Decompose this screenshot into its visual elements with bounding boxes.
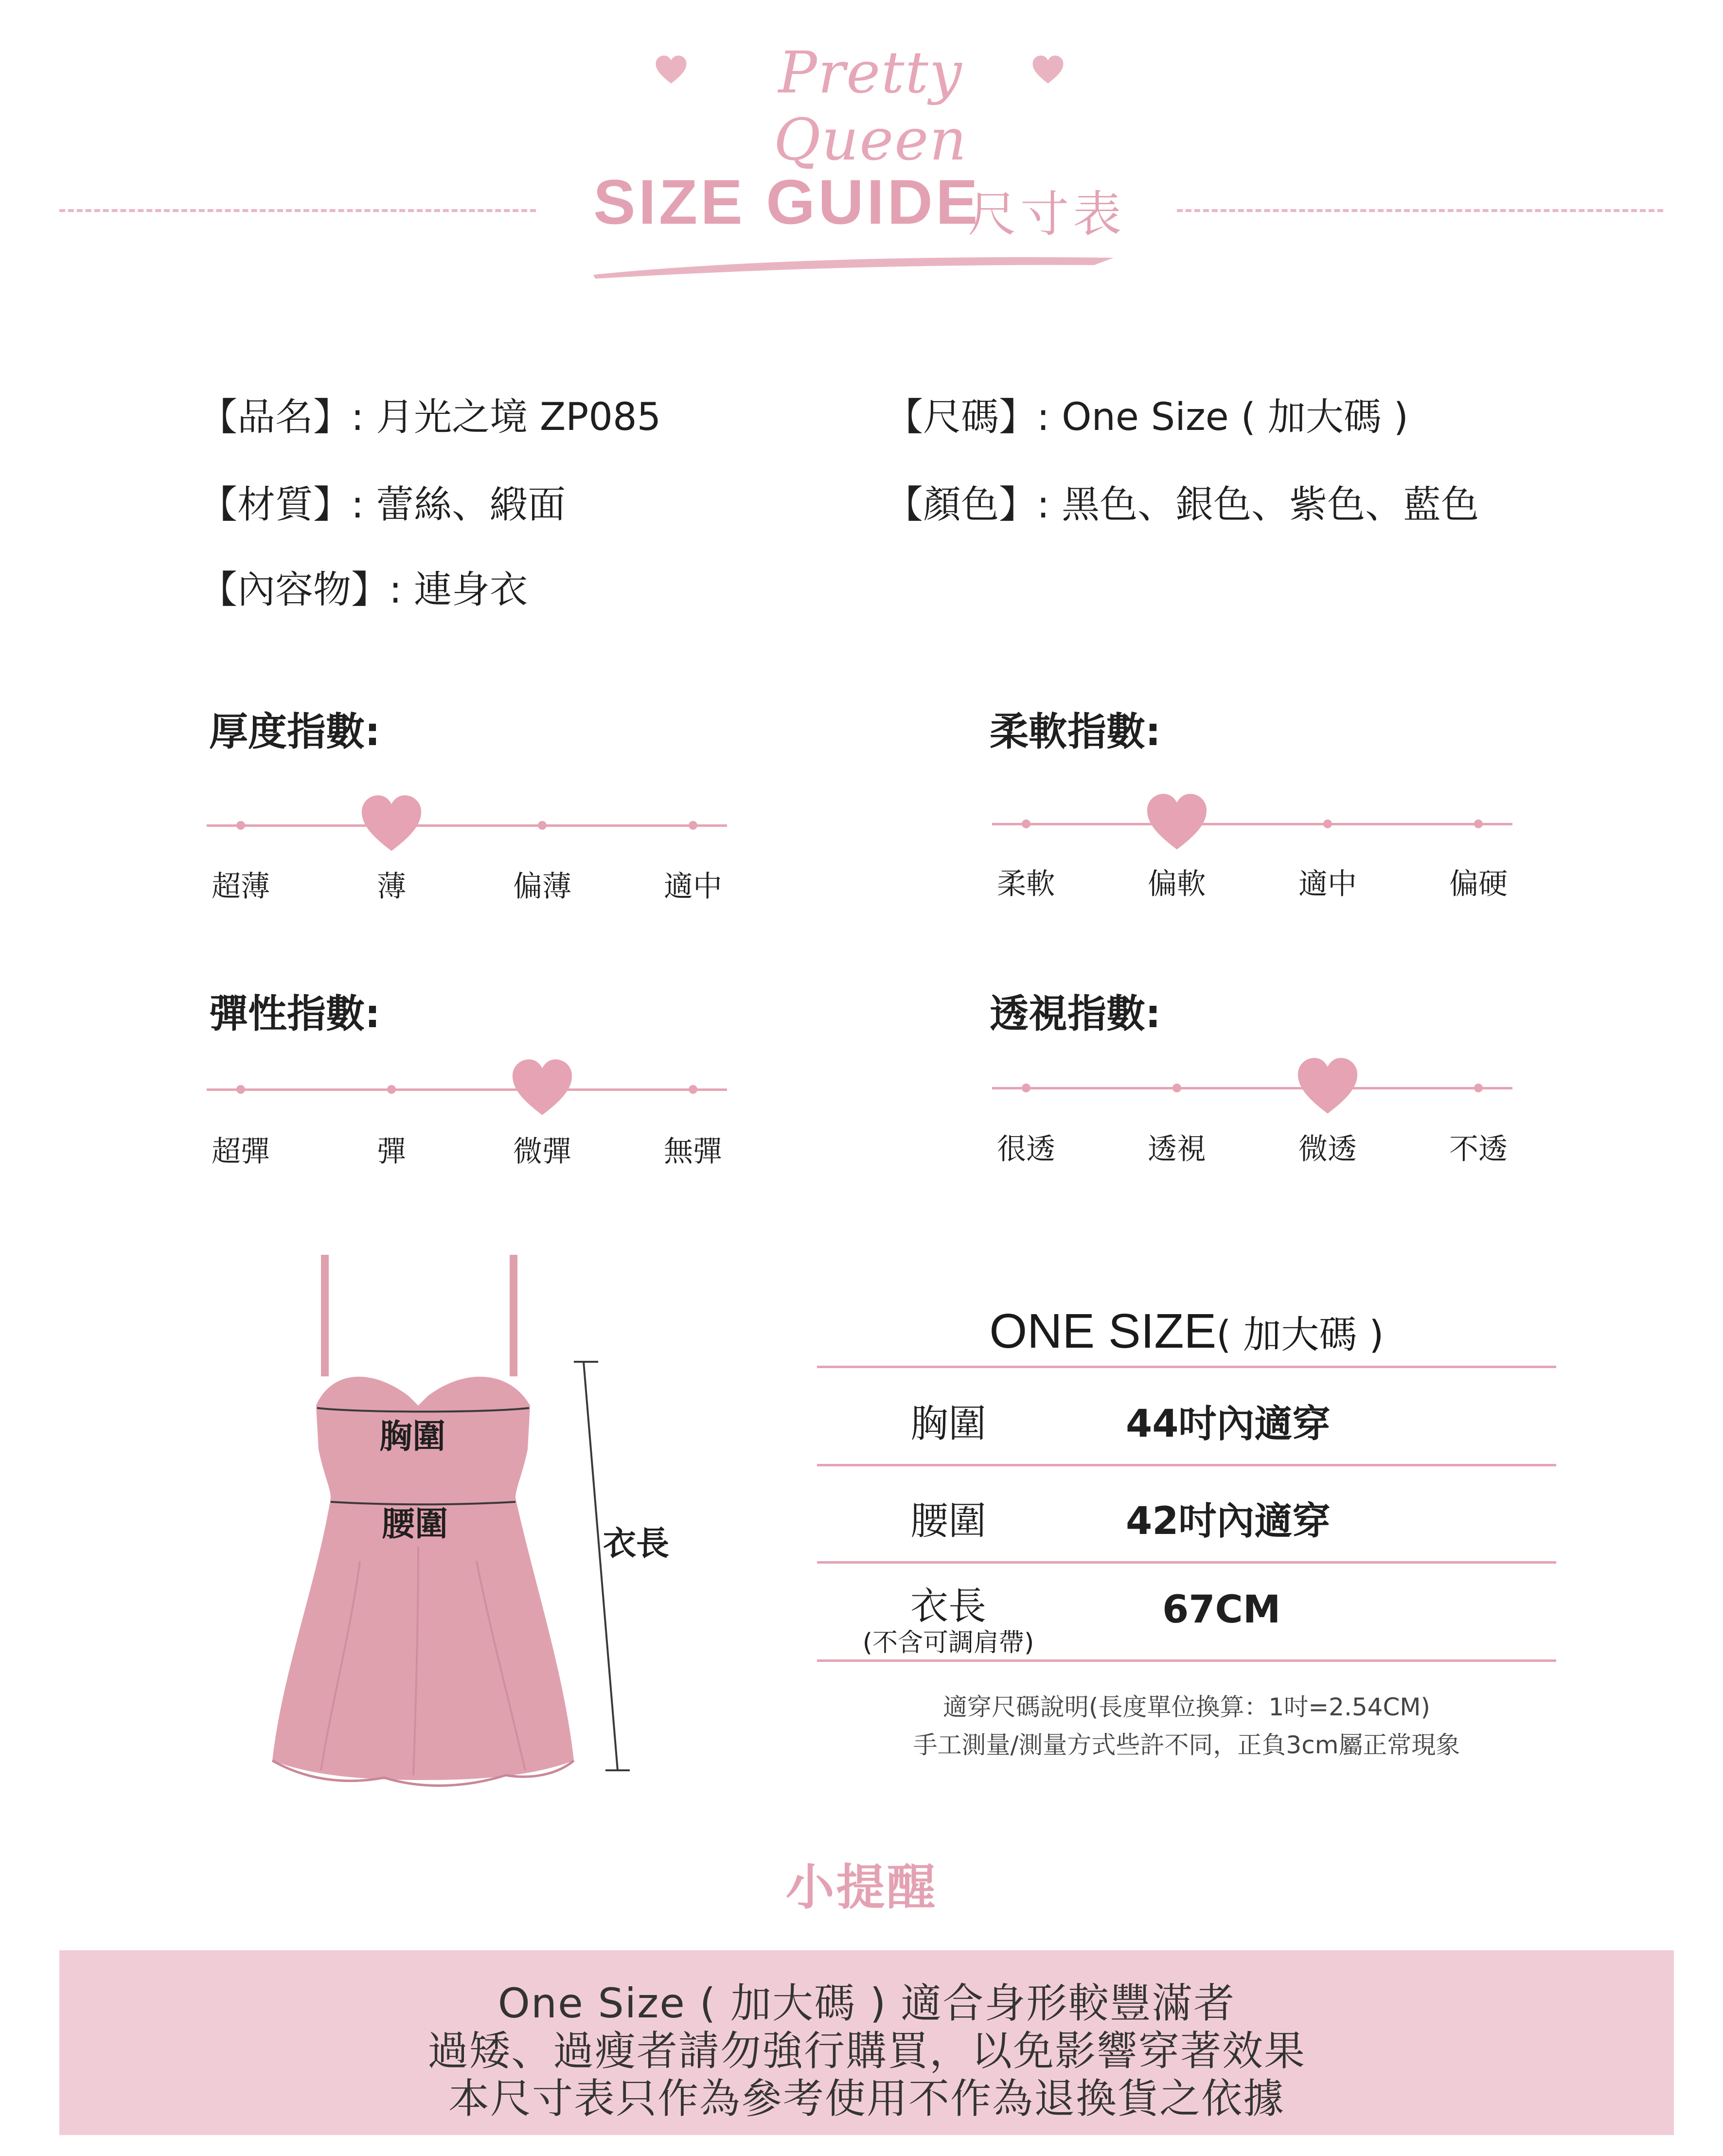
scale-line: [207, 1088, 727, 1091]
scale-label: 適中: [1298, 867, 1357, 901]
dress-label-waist: 腰圍: [382, 1505, 448, 1544]
brand-logo: Pretty Queen: [773, 39, 968, 173]
heart-icon: [1031, 53, 1065, 88]
index-title: 厚度指數:: [209, 709, 380, 754]
product-material: 【材質】: 蕾絲、緞面: [199, 483, 566, 527]
product-name: 【品名】: 月光之境 ZP085: [199, 395, 661, 439]
table-row-key: 腰圍: [910, 1499, 986, 1543]
divider: [1177, 209, 1663, 212]
scale-line: [992, 1087, 1512, 1089]
scale-dot: [689, 1085, 697, 1094]
scale-label: 透視: [1148, 1132, 1206, 1166]
scale-label: 很透: [997, 1132, 1055, 1166]
page-title: SIZE GUIDE: [593, 166, 981, 237]
table-row-value: 67CM: [1162, 1588, 1281, 1632]
heart-icon: [654, 53, 688, 88]
index-title: 柔軟指數:: [990, 709, 1161, 754]
divider: [59, 209, 536, 212]
scale-dot: [1022, 1084, 1030, 1092]
table-divider: [817, 1464, 1556, 1466]
dress-label-chest: 胸圍: [379, 1418, 446, 1456]
table-row-subnote: (不含可調肩帶): [862, 1628, 1034, 1657]
scale-label: 適中: [664, 870, 722, 904]
index-title: 透視指數:: [990, 991, 1161, 1036]
reminder-line: 本尺寸表只作為參考使用不作為退換貨之依據: [448, 2075, 1285, 2122]
scale-dot: [236, 821, 245, 830]
heart-marker-icon: [1294, 1055, 1362, 1119]
table-row-key: 衣長: [910, 1585, 986, 1628]
product-color: 【顏色】: 黑色、銀色、紫色、藍色: [885, 483, 1479, 527]
scale-label: 偏薄: [513, 870, 571, 904]
size-title-sub: ( 加大碼 ): [1216, 1313, 1384, 1357]
scale-label: 超薄: [212, 870, 270, 904]
scale-dot: [1172, 1084, 1181, 1092]
scale-line: [207, 824, 727, 827]
product-contents: 【內容物】: 連身衣: [199, 568, 528, 612]
scale-label: 微透: [1298, 1132, 1357, 1166]
reminder-line: One Size ( 加大碼 ) 適合身形較豐滿者: [497, 1979, 1236, 2027]
table-row-value: 44吋內適穿: [1126, 1402, 1331, 1446]
scale-dot: [1323, 820, 1332, 828]
scale-line: [992, 823, 1512, 825]
size-title-main: ONE SIZE: [989, 1304, 1217, 1358]
table-row-key: 胸圍: [910, 1402, 986, 1446]
scale-dot: [1474, 1084, 1483, 1092]
heart-marker-icon: [508, 1057, 576, 1120]
heart-marker-icon: [357, 793, 426, 856]
table-divider: [817, 1659, 1556, 1662]
scale-label: 微彈: [513, 1135, 571, 1169]
scale-label: 偏硬: [1449, 867, 1508, 901]
reminder-line: 過矮、過瘦者請勿強行購買，以免影響穿著效果: [427, 2027, 1306, 2075]
table-row-value: 42吋內適穿: [1126, 1499, 1331, 1543]
title-underline-stroke: [588, 246, 1123, 285]
scale-label: 偏軟: [1148, 867, 1206, 901]
scale-label: 不透: [1449, 1132, 1508, 1166]
index-title: 彈性指數:: [209, 991, 380, 1036]
table-divider: [817, 1366, 1556, 1368]
scale-dot: [689, 821, 697, 830]
scale-label: 柔軟: [997, 867, 1055, 901]
scale-dot: [538, 821, 547, 830]
scale-dot: [1474, 820, 1483, 828]
brand-header: [0, 34, 1723, 173]
scale-label: 彈: [377, 1135, 406, 1169]
scale-label: 薄: [377, 870, 406, 904]
scale-dot: [236, 1085, 245, 1094]
size-note: 手工測量/測量方式些許不同，正負3cm屬正常現象: [913, 1731, 1460, 1759]
reminder-box: [59, 1950, 1674, 2135]
heart-marker-icon: [1143, 791, 1211, 855]
size-table-title: [817, 1303, 1556, 1359]
scale-label: 無彈: [664, 1135, 722, 1169]
dress-diagram: [263, 1245, 700, 1804]
product-size: 【尺碼】: One Size ( 加大碼 ): [885, 395, 1409, 439]
page-title-zh: 尺寸表: [968, 186, 1125, 243]
reminder-title: 小提醒: [785, 1859, 938, 1916]
scale-label: 超彈: [212, 1135, 270, 1169]
size-note: 適穿尺碼說明(長度單位換算：1吋=2.54CM): [942, 1693, 1431, 1721]
scale-dot: [1022, 820, 1030, 828]
dress-label-length: 衣長: [603, 1525, 670, 1563]
table-divider: [817, 1561, 1556, 1564]
scale-dot: [387, 1085, 396, 1094]
